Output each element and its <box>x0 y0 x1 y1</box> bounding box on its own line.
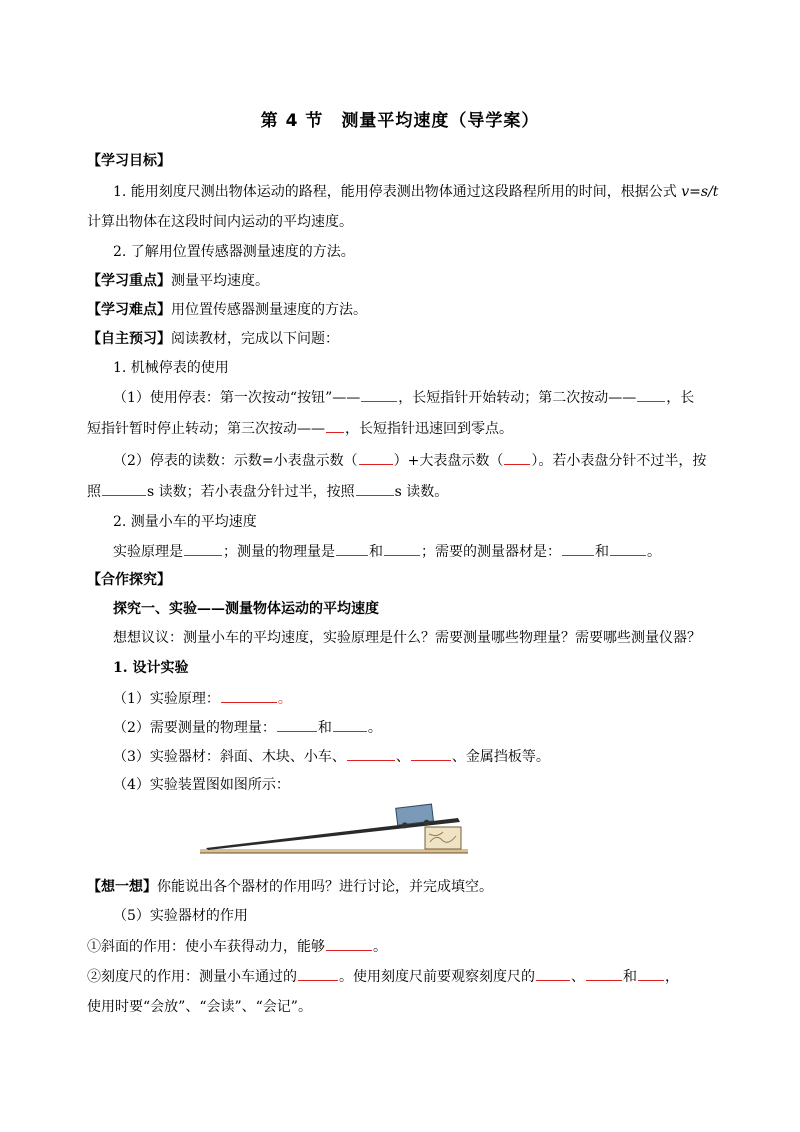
text: ，长 <box>666 390 695 406</box>
text: （1）实验原理： <box>113 691 220 707</box>
objective-1-line-a <box>113 182 718 202</box>
difficulty-text: 用位置传感器测量速度的方法。 <box>171 302 367 318</box>
blank-13[interactable] <box>221 688 277 703</box>
text: 短指针暂时停止转动；第三次按动—— <box>87 421 325 437</box>
text: 和 <box>595 544 609 560</box>
blank-6[interactable] <box>102 481 146 496</box>
cart-speed-line <box>113 541 661 562</box>
incline-apparatus-figure <box>200 800 470 862</box>
formula: v=s/t <box>681 184 719 200</box>
text: （2）停表的读数：示数=小表盘示数（ <box>113 453 358 469</box>
blank-11[interactable] <box>562 541 594 556</box>
blank-8[interactable] <box>184 541 222 556</box>
blank-7[interactable] <box>356 481 394 496</box>
text: ；测量的物理量是 <box>223 544 335 560</box>
blank-19[interactable] <box>298 966 338 981</box>
blank-15[interactable] <box>333 717 367 732</box>
stopwatch-reading-line-b <box>87 481 448 502</box>
text: ，长短指针迅速回到零点。 <box>345 421 513 437</box>
text: 。 <box>373 939 387 955</box>
preview-heading: 【自主预习】 <box>87 331 171 347</box>
design-principle <box>113 688 292 709</box>
text: 和 <box>317 720 332 736</box>
design-figure-caption: （4）实验装置图如图所示： <box>113 777 290 793</box>
text: ①斜面的作用：使小车获得动力，能够 <box>87 939 325 955</box>
stopwatch-usage-line-b <box>87 418 513 439</box>
text: ）。若小表盘分针不过半，按 <box>531 453 707 469</box>
text: 、 <box>395 749 410 765</box>
stopwatch-usage-line-a <box>113 387 694 408</box>
difficulty-heading: 【学习难点】 <box>87 302 171 318</box>
text: （1）使用停表：第一次按动“按钮”—— <box>113 390 361 406</box>
equipment-role-title: （5）实验器材的作用 <box>113 908 248 924</box>
objective-1-text: 1. 能用刻度尺测出物体运动的路程，能用停表测出物体通过这段路程所用的时间，根据公式 <box>113 184 677 200</box>
stopwatch-title: 1. 机械停表的使用 <box>113 360 229 376</box>
table-surface <box>200 849 468 853</box>
blank-18[interactable] <box>326 936 372 951</box>
preview-intro: 阅读教材，完成以下问题： <box>171 331 339 347</box>
text: 。 <box>647 544 661 560</box>
stopwatch-reading-line-a <box>113 450 706 471</box>
text: 。 <box>277 691 292 707</box>
difficulty <box>87 300 367 320</box>
text: ；需要的测量器材是： <box>421 544 561 560</box>
text: ）+大表盘示数（ <box>393 453 504 469</box>
text: 。使用刻度尺前要观察刻度尺的 <box>339 969 535 985</box>
think-line <box>87 877 493 897</box>
key-point <box>87 271 269 291</box>
text: ， <box>665 969 679 985</box>
text: ②刻度尺的作用：测量小车通过的 <box>87 969 297 985</box>
blank-17[interactable] <box>411 746 451 761</box>
text: 照 <box>87 484 101 500</box>
design-title: 1. 设计实验 <box>113 660 189 676</box>
blank-4[interactable] <box>359 450 393 465</box>
blank-9[interactable] <box>336 541 368 556</box>
blank-10[interactable] <box>384 541 420 556</box>
blank-12[interactable] <box>610 541 646 556</box>
discussion-question: 想想议议：测量小车的平均速度，实验原理是什么？需要测量哪些物理量？需要哪些测量仪器？ <box>113 630 701 646</box>
text: （2）需要测量的物理量： <box>113 720 276 736</box>
text: 实验原理是 <box>113 544 183 560</box>
cart-speed-title: 2. 测量小车的平均速度 <box>113 514 257 530</box>
text: 、 <box>571 969 585 985</box>
blank-3[interactable] <box>326 418 344 433</box>
coop-heading: 【合作探究】 <box>87 572 171 588</box>
preview <box>87 329 339 349</box>
text: s 读数；若小表盘分针过半，按照 <box>147 484 355 500</box>
key-point-text: 测量平均速度。 <box>171 273 269 289</box>
key-point-heading: 【学习重点】 <box>87 273 171 289</box>
blank-2[interactable] <box>637 387 665 402</box>
text: 和 <box>369 544 383 560</box>
explore-title: 探究一、实验——测量物体运动的平均速度 <box>113 601 379 617</box>
think-text: 你能说出各个器材的作用吗？进行讨论，并完成填空。 <box>157 879 493 895</box>
text: ，长短指针开始转动；第二次按动—— <box>398 390 637 406</box>
blank-16[interactable] <box>347 746 395 761</box>
incline-role <box>87 936 387 957</box>
text: 和 <box>623 969 637 985</box>
blank-21[interactable] <box>586 966 622 981</box>
page-title: 第 4 节 测量平均速度（导学案） <box>260 111 540 131</box>
design-equipment <box>113 746 550 767</box>
blank-14[interactable] <box>277 717 317 732</box>
text: 。 <box>367 720 382 736</box>
blank-5[interactable] <box>504 450 530 465</box>
ruler-role-line-a <box>87 966 679 987</box>
objective-1-line-b: 计算出物体在这段时间内运动的平均速度。 <box>87 214 353 230</box>
blank-1[interactable] <box>361 387 397 402</box>
design-quantities <box>113 717 382 738</box>
objectives-heading: 【学习目标】 <box>87 153 171 169</box>
objective-2: 2. 了解用位置传感器测量速度的方法。 <box>113 244 355 260</box>
text: （3）实验器材：斜面、木块、小车、 <box>113 749 346 765</box>
wooden-block <box>425 827 461 849</box>
text: s 读数。 <box>394 484 449 500</box>
blank-22[interactable] <box>638 966 664 981</box>
think-heading: 【想一想】 <box>87 879 157 895</box>
ruler-role-line-b: 使用时要“会放”、“会读”、“会记”。 <box>87 999 312 1015</box>
text: 、金属挡板等。 <box>451 749 550 765</box>
blank-20[interactable] <box>536 966 570 981</box>
